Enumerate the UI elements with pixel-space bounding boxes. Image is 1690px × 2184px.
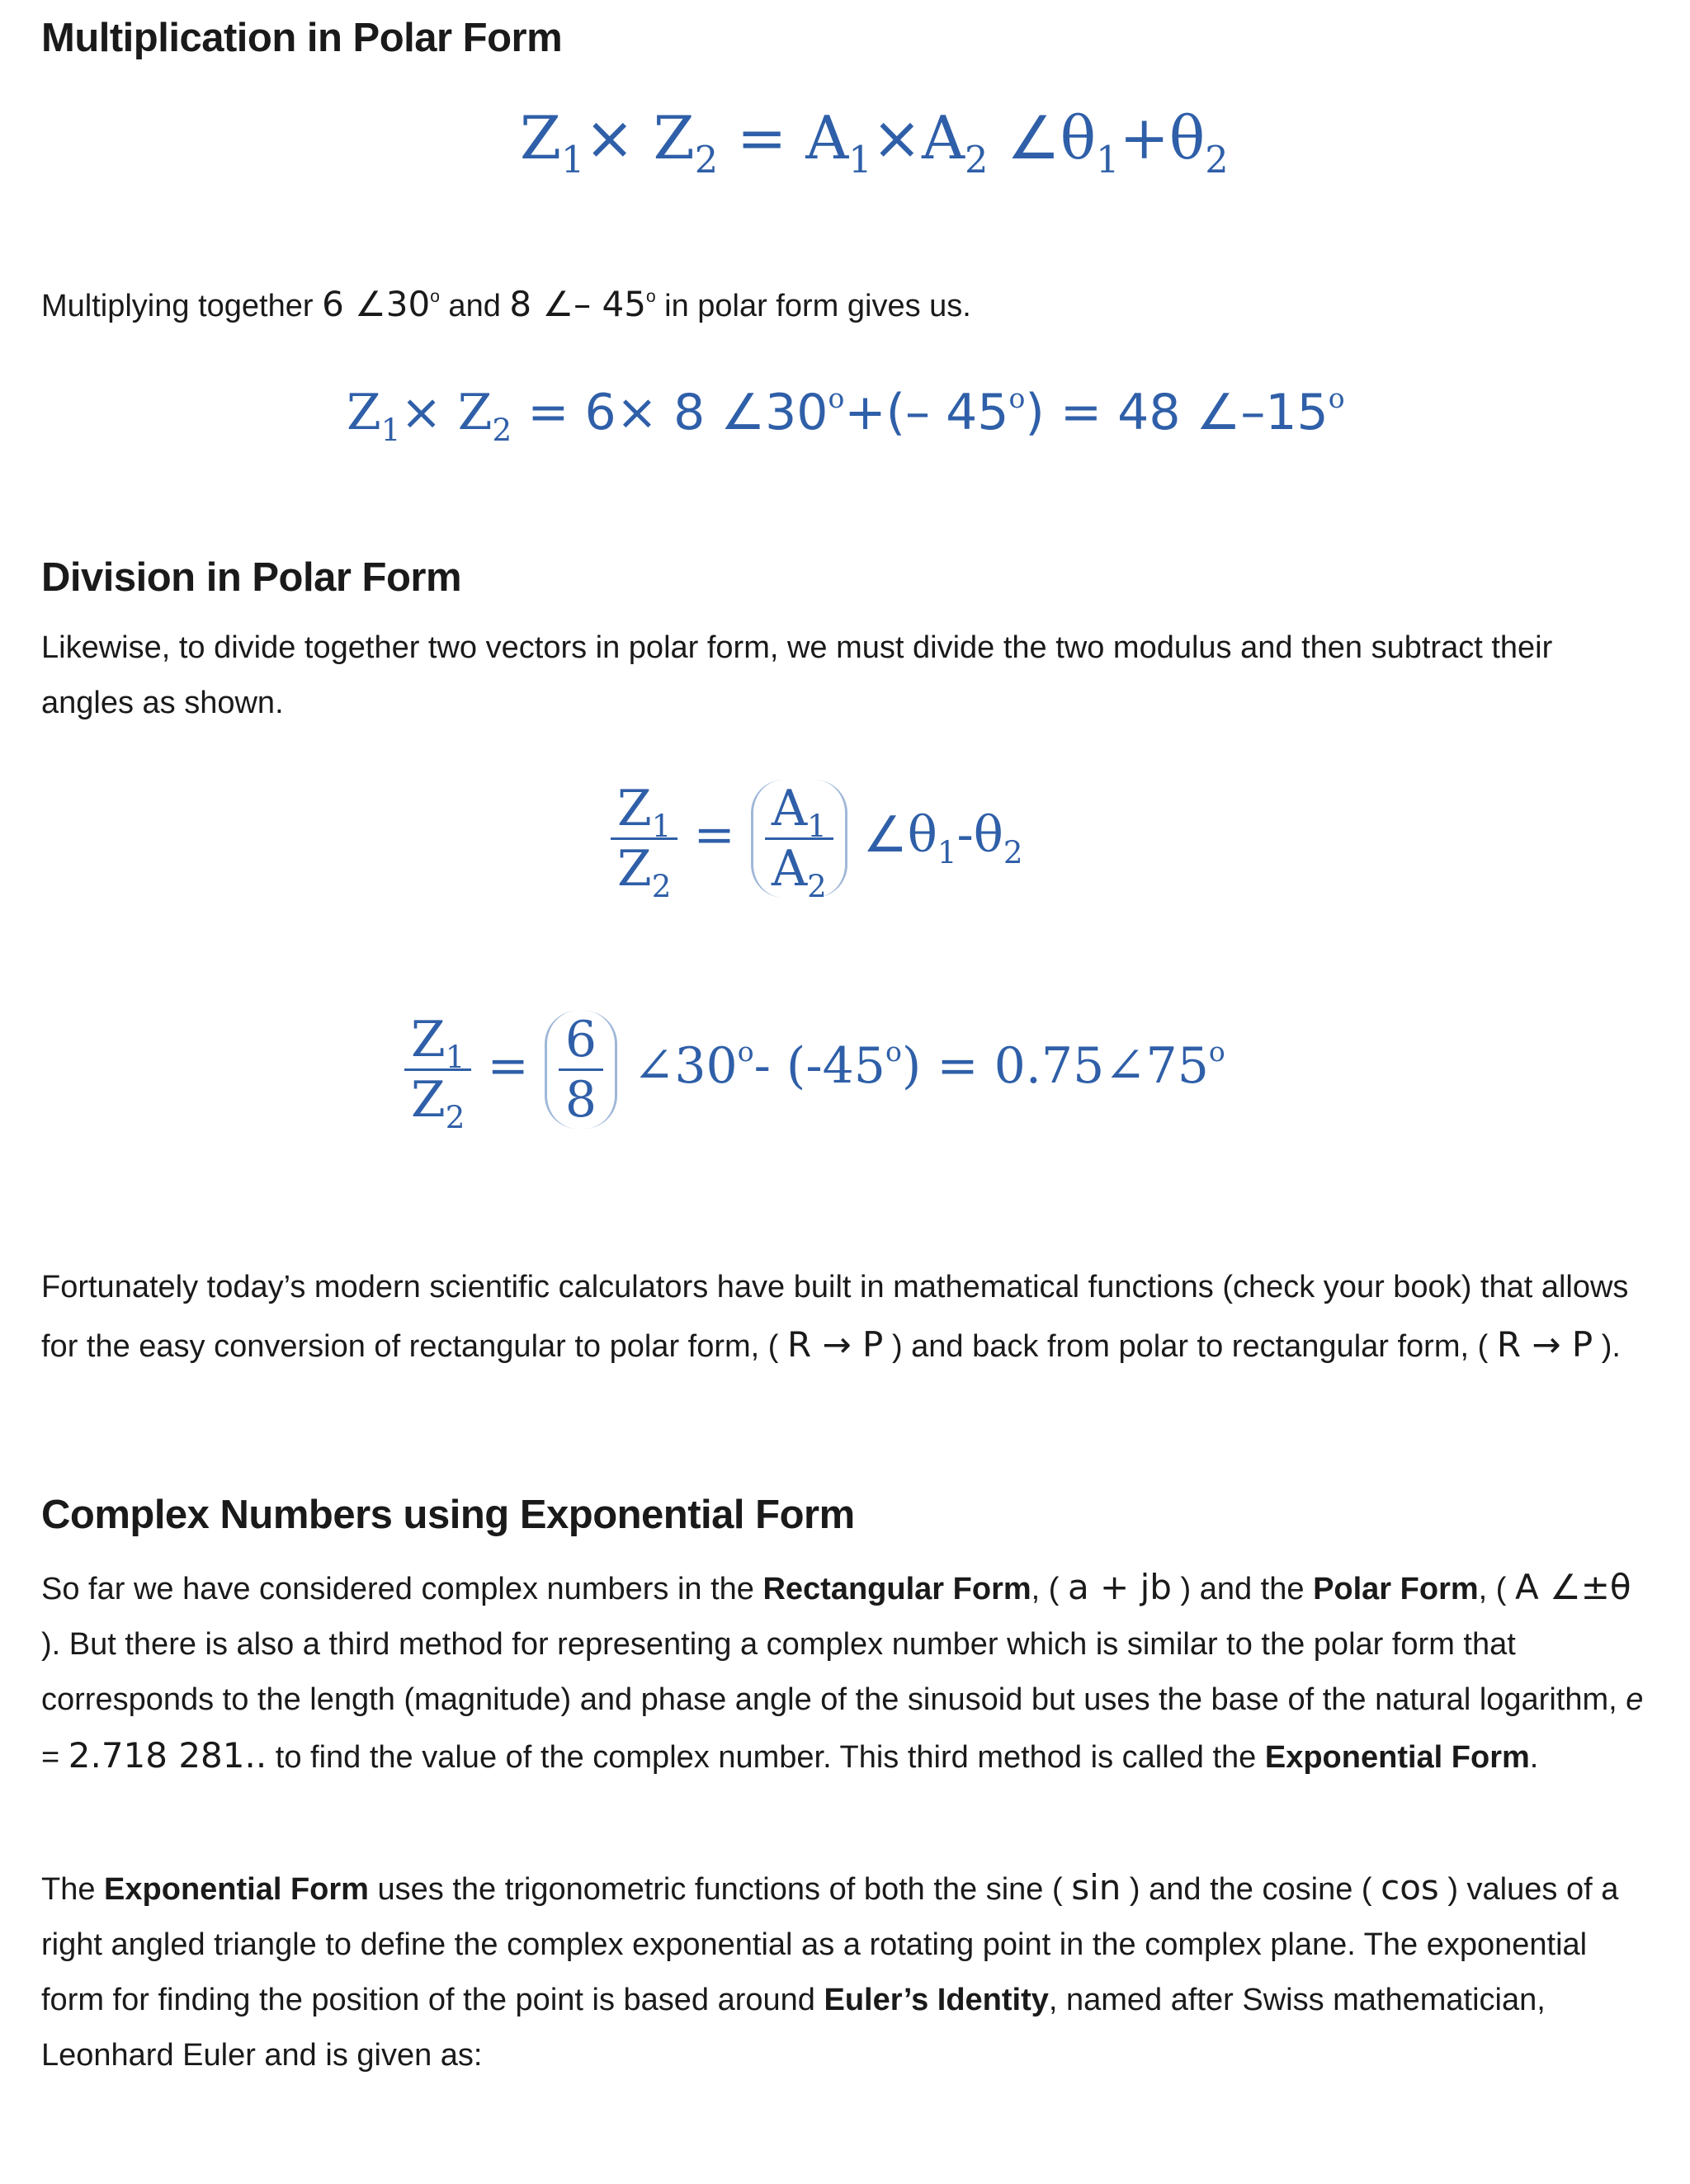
exponential-paragraph-2: The Exponential Form uses the trigonometric functions of both the sine ( sin ) and the cosine ( cos ) values of a right angled triangle to define the complex exponential as a rotating point in the complex plane. The exponential form for finding the position of the point is based around Euler’s Identity, named after Swiss mathematician, Leonhard Euler and is given as: [41,1867,1619,2073]
division-formula: $\frac{Z_1}{Z_2}$ = $\frac{A_1}{A_2}$ $\angle\theta_1-\theta_2$ [611,780,1023,898]
division-example: $\frac{Z_1}{Z_2}$ = $\frac{6}{8}$ ∠30$^o$- $(-45^o) = 0.75\angle 75^o$ [404,1011,1225,1129]
multiplication-example: $Z_1\times Z_2 = 6\times 8$ $\angle 30^o+(-$ 45$^o$) = 48 ∠–15$^o$ [347,381,1345,449]
calculator-paragraph: Fortunately today’s modern scientific calculators have built in mathematical functions (check your book) that allows for the easy conversion of rectangular to polar form, ( R → P ) and back from polar to rectangular form, ( R → P ). [41,1270,1629,1365]
exponential-paragraph-1: So far we have considered complex numbers in the Rectangular Form, ( a + jb ) and the Polar Form, ( A ∠±θ ). But there is also a third method for representing a complex number which is similar to the polar form that corresponds to the length (magnitude) and phase angle of the sinusoid but uses the base of the natural logarithm, e = 2.718 281.. to find the value of the complex number. This third method is called the Exponential Form. [41,1567,1644,1776]
multiplication-intro: Multiplying together 6 ∠30$^o$ and 8 ∠– 45$^o$ in polar form gives us. [41,284,971,324]
division-intro: Likewise, to divide together two vectors in polar form, we must divide the two modulus and then subtract their angles as shown. [41,630,1553,720]
heading-exponential: Complex Numbers using Exponential Form [41,1493,855,1537]
heading-multiplication: Multiplication in Polar Form [41,16,563,60]
multiplication-formula: $Z_1\times Z_2 = A_1\times A_2$ $\angle\theta_1+\theta_2$ [520,103,1229,182]
heading-division: Division in Polar Form [41,555,462,600]
